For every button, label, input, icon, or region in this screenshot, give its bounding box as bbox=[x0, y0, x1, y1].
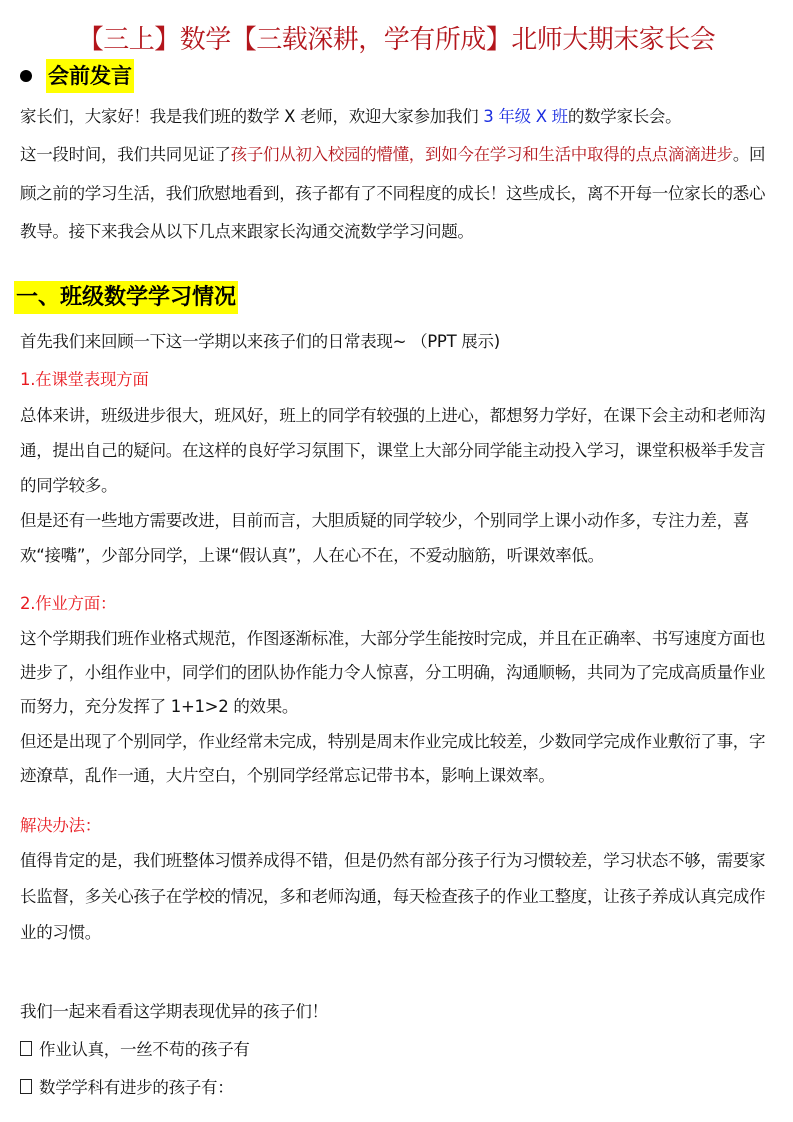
sub2-para-2: 但还是出现了个别同学，作业经常未完成，特别是周末作业完成比较差，少数同学完成作业敷衍了事，字迹潦草，乱作一通，大片空白，个别同学经常忘记带书本，影响上课效率。 bbox=[20, 732, 766, 785]
outstanding-item bbox=[20, 1038, 250, 1062]
bullet-icon bbox=[20, 70, 32, 82]
sub1-title: 1.在课堂表现方面 bbox=[20, 370, 149, 389]
text: 。回顾之前的学习生活，我们欣慰地看到，孩子都有了不同程度的成长！这些成长，离不开每一位家长的悉心教导。接下来我会从以下几点来跟家长沟通交流数学学习问题。 bbox=[20, 145, 766, 241]
sub1-para-2: 但是还有一些地方需要改进，目前而言，大胆质疑的同学较少，个别同学上课小动作多，专注力差，喜欢“接嘴”，少部分同学，上课“假认真”，人在心不在，不爱动脑筋，听课效率低。 bbox=[20, 511, 750, 565]
checkbox-icon bbox=[20, 1041, 32, 1056]
item-text: 作业认真，一丝不苟的孩子有 bbox=[39, 1040, 250, 1059]
sub2-para-1: 这个学期我们班作业格式规范，作图逐渐标准，大部分学生能按时完成，并且在正确率、书写速度方面也进步了，小组作业中，同学们的团队协作能力令人惊喜，分工明确，沟通顺畅，共同为了完成高质量作业而努力，充分发挥了 1+1>2 的效果。 bbox=[20, 629, 766, 716]
section-1-heading bbox=[14, 281, 238, 315]
progress-highlight: 孩子们从初入校园的懵懂，到如今在学习和生活中取得的点点滴滴进步 bbox=[230, 145, 733, 164]
checkbox-icon bbox=[20, 1079, 32, 1094]
text: 这一段时间，我们共同见证了 bbox=[20, 145, 231, 164]
intro-paragraph-2 bbox=[20, 136, 780, 252]
document-title: 【三上】数学【三载深耕，学有所成】北师大期末家长会 bbox=[77, 25, 716, 55]
section-1-intro: 首先我们来回顾一下这一学期以来孩子们的日常表现~ （PPT 展示) bbox=[20, 332, 500, 351]
text: 家长们，大家好！我是我们班的数学 X 老师，欢迎大家参加我们 bbox=[20, 107, 484, 126]
item-text: 数学学科有进步的孩子有： bbox=[39, 1078, 234, 1097]
outstanding-item bbox=[20, 1076, 233, 1100]
class-name-highlight: 3 年级 X 班 bbox=[483, 107, 568, 126]
solution-para: 值得肯定的是，我们班整体习惯养成得不错，但是仍然有部分孩子行为习惯较差，学习状态不够，需要家长监督，多关心孩子在学校的情况，多和老师沟通，每天检查孩子的作业工整度，让孩子养成认真完成作业的习惯。 bbox=[20, 851, 766, 942]
sub2-title: 2.作业方面： bbox=[20, 594, 117, 613]
intro-paragraph-1 bbox=[20, 98, 780, 137]
section-pre-heading bbox=[20, 60, 134, 92]
heading-text: 会前发言 bbox=[46, 59, 134, 93]
outstanding-intro: 我们一起来看看这学期表现优异的孩子们！ bbox=[20, 1002, 328, 1021]
text: 的数学家长会。 bbox=[567, 107, 682, 126]
heading-text: 一、班级数学学习情况 bbox=[14, 281, 238, 314]
sub1-para-1: 总体来讲，班级进步很大，班风好，班上的同学有较强的上进心，都想努力学好，在课下会主动和老师沟通，提出自己的疑问。在这样的良好学习氛围下，课堂上大部分同学能主动投入学习，课堂积极举手发言的同学较多。 bbox=[20, 406, 766, 495]
solution-title: 解决办法： bbox=[20, 816, 102, 835]
